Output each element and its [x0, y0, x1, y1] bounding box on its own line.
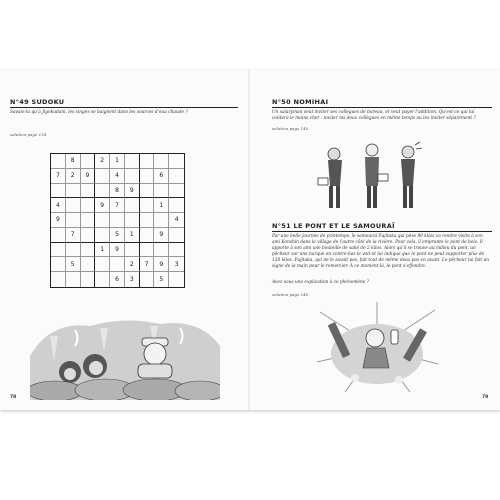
sudoku-cell	[140, 154, 155, 169]
sudoku-cell: 7	[140, 257, 155, 272]
sudoku-cell	[66, 243, 81, 258]
sudoku-cell	[140, 184, 155, 199]
puzzle-50-question: Un salaryman veut inviter ses collègues de bureau, et veut payer l’addition. Qu’est-ce qui lui coûtera le moins cher : inviter les deux collègues en même temps ou les inviter séparément ?	[272, 110, 476, 121]
puzzle-49-question: Savais-tu qu’à Jigokudani, les singes se baignent dans les sources d’eau chaude ?	[10, 110, 188, 115]
sudoku-cell: 5	[154, 272, 169, 287]
sudoku-cell: 2	[125, 257, 140, 272]
sudoku-cell: 7	[66, 228, 81, 243]
puzzle-50-heading: N°50 NOMIHAI	[272, 98, 329, 106]
sudoku-cell: 5	[110, 228, 125, 243]
sudoku-cell: 8	[110, 184, 125, 199]
sudoku-cell	[66, 184, 81, 199]
sudoku-cell: 7	[51, 169, 66, 184]
sudoku-cell	[154, 213, 169, 228]
sudoku-cell: 1	[125, 228, 140, 243]
sudoku-cell	[95, 184, 110, 199]
sudoku-cell	[81, 154, 96, 169]
sudoku-cell	[51, 228, 66, 243]
puzzle-51-story: Par une belle journée de printemps, le samouraï Fujitaka qui pèse 90 kilos va rendre visite à son ami Kenshin dans le village de l’autre côté de la rivière. Pour cela, il emprunte le pont de bois. Il apporte à son ami une bouteille de saké de 2 kilos. Alors qu’il se trouve au milieu du pont, un pêcheur sur une barque en contre-bas le voit et lui indique que le pont ne peut supporter plus de 120 kilos. Fujitaka, qui ne le savait pas, fait tout de même deux pas en avant. Le pêcheur lui fait un signe de la main pour le remercier. À ce moment-là, le pont s’effondre.	[272, 234, 490, 269]
sudoku-cell	[154, 243, 169, 258]
sudoku-cell	[140, 228, 155, 243]
sudoku-cell: 9	[154, 228, 169, 243]
sudoku-cell: 2	[95, 154, 110, 169]
sudoku-cell	[125, 198, 140, 213]
puzzle-50-solution-ref: solution page 140	[272, 126, 309, 131]
sudoku-cell: 5	[66, 257, 81, 272]
sudoku-cell	[140, 272, 155, 287]
sudoku-cell	[110, 257, 125, 272]
falling-samurai-illustration	[315, 302, 440, 394]
sudoku-cell	[51, 154, 66, 169]
sudoku-cell	[125, 213, 140, 228]
sudoku-cell	[81, 272, 96, 287]
heading-rule	[272, 107, 492, 108]
bowing-salarymen-illustration	[312, 140, 432, 212]
sudoku-cell	[51, 257, 66, 272]
heading-rule	[272, 231, 492, 232]
sudoku-cell	[169, 184, 184, 199]
sudoku-cell: 6	[110, 272, 125, 287]
right-page	[250, 70, 500, 410]
sudoku-cell: 4	[169, 213, 184, 228]
sudoku-cell: 3	[169, 257, 184, 272]
sudoku-cell	[169, 243, 184, 258]
sudoku-cell	[95, 272, 110, 287]
sudoku-cell	[125, 154, 140, 169]
sudoku-cell	[140, 198, 155, 213]
sudoku-cell: 9	[51, 213, 66, 228]
sudoku-cell: 4	[51, 198, 66, 213]
sudoku-cell	[95, 213, 110, 228]
sudoku-cell: 9	[95, 198, 110, 213]
sudoku-cell	[125, 243, 140, 258]
sudoku-cell: 9	[125, 184, 140, 199]
sudoku-cell	[140, 213, 155, 228]
puzzle-51-heading: N°51 LE PONT ET LE SAMOURAÏ	[272, 222, 395, 230]
sudoku-cell	[169, 198, 184, 213]
sudoku-cell: 7	[110, 198, 125, 213]
sudoku-cell	[81, 198, 96, 213]
sudoku-cell	[169, 154, 184, 169]
sudoku-cell: 9	[154, 257, 169, 272]
sudoku-cell	[81, 184, 96, 199]
left-page-number: 78	[10, 395, 17, 400]
sudoku-cell: 8	[66, 154, 81, 169]
sudoku-cell	[66, 198, 81, 213]
right-page-number: 79	[482, 395, 489, 400]
sudoku-cell	[110, 213, 125, 228]
puzzle-51-question: Avez-vous une explication à ce phénomène ?	[272, 280, 369, 285]
puzzle-51-solution-ref: solution page 140	[272, 292, 309, 297]
sudoku-cell	[51, 272, 66, 287]
sudoku-cell: 2	[66, 169, 81, 184]
sudoku-cell: 4	[110, 169, 125, 184]
sudoku-cell	[125, 169, 140, 184]
sudoku-cell	[81, 228, 96, 243]
sudoku-cell	[169, 228, 184, 243]
sudoku-cell	[51, 184, 66, 199]
sudoku-cell	[140, 169, 155, 184]
sudoku-cell: 1	[110, 154, 125, 169]
sudoku-grid	[50, 153, 185, 288]
sudoku-cell	[154, 154, 169, 169]
heading-rule	[10, 107, 238, 108]
sudoku-cell	[140, 243, 155, 258]
sudoku-cell	[66, 272, 81, 287]
sudoku-cell	[81, 213, 96, 228]
left-page	[0, 70, 250, 410]
sudoku-cell	[66, 213, 81, 228]
sudoku-cell: 1	[95, 243, 110, 258]
sudoku-cell	[169, 169, 184, 184]
book-spread	[0, 70, 500, 410]
sudoku-cell: 9	[110, 243, 125, 258]
puzzle-49-solution-ref: solution page 138	[10, 132, 47, 137]
sudoku-cell: 3	[125, 272, 140, 287]
sudoku-cell	[95, 228, 110, 243]
sudoku-cell	[169, 272, 184, 287]
sudoku-cell	[95, 169, 110, 184]
puzzle-49-heading: N°49 SUDOKU	[10, 98, 65, 106]
sudoku-cell: 6	[154, 169, 169, 184]
sudoku-cell	[81, 243, 96, 258]
sudoku-cell	[154, 184, 169, 199]
sudoku-cell	[81, 257, 96, 272]
sudoku-cell: 1	[154, 198, 169, 213]
sudoku-cell	[95, 257, 110, 272]
sudoku-cell	[51, 243, 66, 258]
monkeys-hot-spring-illustration	[30, 316, 220, 400]
sudoku-cell: 9	[81, 169, 96, 184]
